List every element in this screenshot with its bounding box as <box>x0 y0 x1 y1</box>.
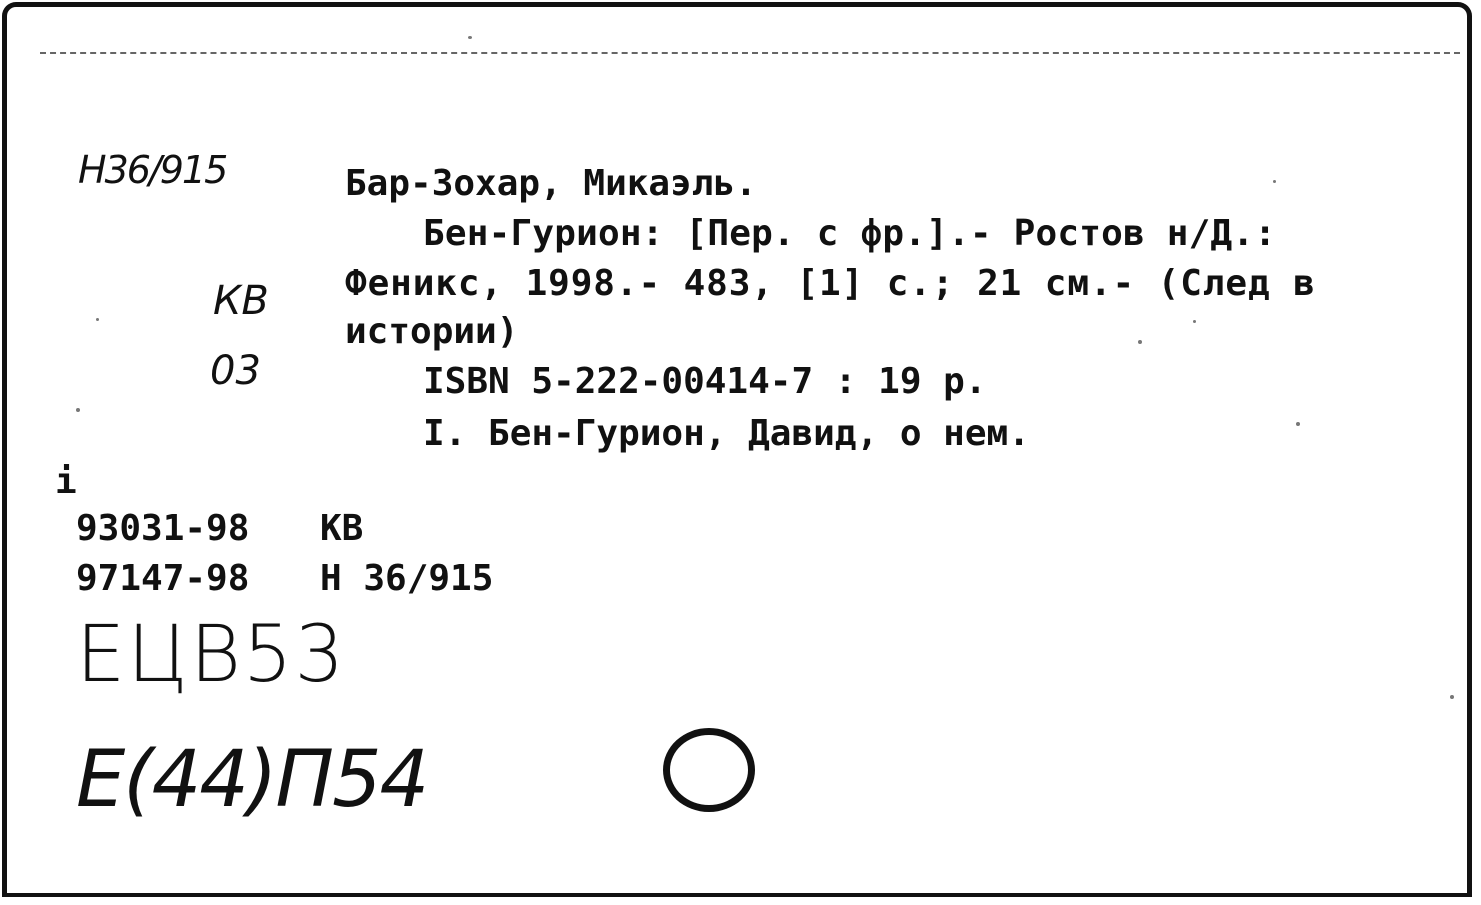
handwritten-code-2: Е(44)П54 <box>76 735 428 825</box>
speck <box>96 318 99 321</box>
subject-line: I. Бен-Гурион, Давид, о нем. <box>423 413 1030 454</box>
shelf-mark: Н36/915 <box>78 148 227 192</box>
author-line: Бар-Зохар, Микаэль. <box>345 163 757 204</box>
speck <box>1273 180 1276 183</box>
speck <box>1193 320 1196 323</box>
handwritten-code-1: ЕЦВ53 <box>76 610 347 700</box>
accession-number-2: 97147-98 <box>76 558 250 599</box>
speck <box>1450 695 1454 699</box>
title-line-3: истории) <box>345 311 519 352</box>
location-code: КВ <box>213 278 269 324</box>
location-sub: 03 <box>210 348 261 394</box>
speck <box>1138 340 1142 344</box>
circle-mark <box>663 728 755 812</box>
title-line-2: Феникс, 1998.- 483, [1] с.; 21 см.- (След в <box>345 263 1316 304</box>
speck <box>468 36 472 39</box>
index-mark: i <box>55 461 77 502</box>
accession-number-1: 93031-98 <box>76 508 250 549</box>
isbn-line: ISBN 5-222-00414-7 : 19 р. <box>423 361 987 402</box>
title-line-1: Бен-Гурион: [Пер. с фр.].- Ростов н/Д.: <box>423 213 1277 254</box>
accession-dept-1: КВ <box>320 508 364 549</box>
top-dashed-rule <box>40 52 1460 54</box>
accession-dept-2: Н 36/915 <box>320 558 494 599</box>
speck <box>76 408 80 412</box>
speck <box>1296 422 1300 426</box>
